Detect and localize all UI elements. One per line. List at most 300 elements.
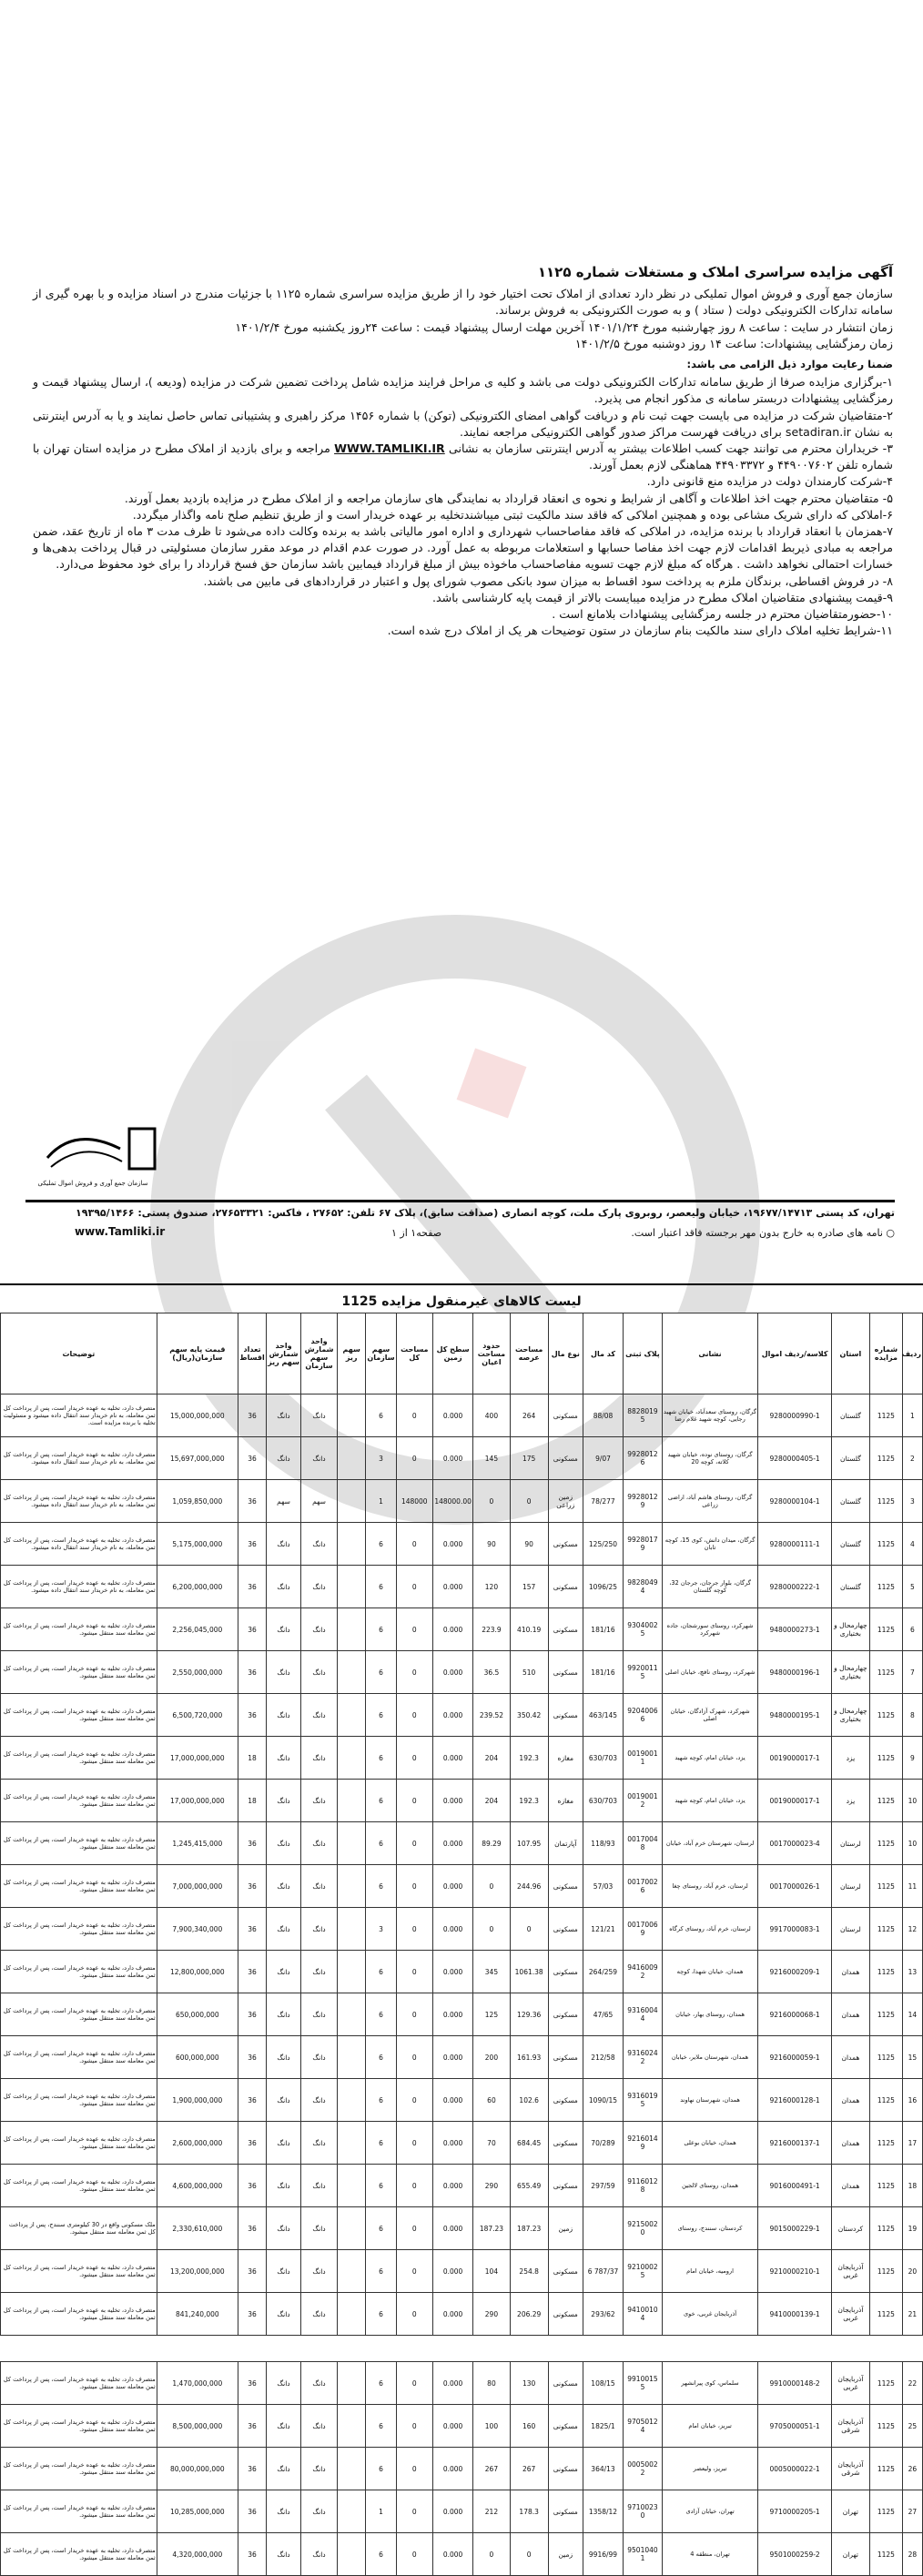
note-10: ۱۰-حضورمتقاضیان محترم در جلسه رمزگشایی پیشنهادات بلامانع است . — [552, 607, 893, 622]
cell-no: 27 — [902, 2490, 922, 2533]
cell-total: 0 — [396, 2405, 432, 2448]
cell-unit_small: دانگ — [267, 1865, 301, 1908]
cell-share_small — [338, 1608, 366, 1651]
cell-building: 120 — [473, 1566, 510, 1608]
note-8: ۸- در فروش اقساطی، برندگان ملزم به پرداخت سود اقساط به میزان سود بانکی مصوب شورای پول و اعتبار در قراردادهای فی مابین می باشند. — [203, 573, 893, 588]
cell-land: 0.000 — [432, 1437, 473, 1480]
cell-province: تهران — [831, 2533, 869, 2576]
cell-land: 0.000 — [432, 2362, 473, 2405]
cell-plate: 9928012 9 — [624, 1480, 662, 1523]
cell-area: 510 — [510, 1651, 548, 1694]
table-row — [1, 2207, 923, 2250]
cell-asset: 630/703 — [583, 1780, 624, 1822]
column-header: مساحت کل — [396, 1313, 432, 1394]
cell-area: 655.49 — [510, 2165, 548, 2207]
cell-total: 0 — [396, 1951, 432, 1993]
cell-no: 7 — [902, 1651, 922, 1694]
cell-price: 1,059,850,000 — [157, 1480, 238, 1523]
note-1: ۱-برگزاری مزایده صرفا از طریق سامانه تدارکات الکترونیکی دولت می باشد و کلیه ی مراحل فرایند مزایده شامل پرداخت تضمین شرکت در مزایده (ودیعه )، ارسال پیشنهاد قیمت و رمزگشایی پیشنهادات دربستر سامانه ی مذکور انجام می پذیرد. — [33, 375, 893, 406]
cell-unit_small: دانگ — [267, 1822, 301, 1865]
cell-type: مسکونی — [548, 1523, 583, 1566]
cell-auction: 1125 — [870, 2079, 903, 2122]
cell-land: 0.000 — [432, 1651, 473, 1694]
cell-asset: 293/62 — [583, 2293, 624, 2336]
note-3-text-a: ۳- خریداران محترم می توانند جهت کسب اطلاعات بیشتر به آدرس اینترنتی سازمان به نشانی — [448, 441, 893, 456]
cell-plate: 9928012 6 — [624, 1437, 662, 1480]
cell-no: 6 — [902, 1608, 922, 1651]
cell-asset: 125/250 — [583, 1523, 624, 1566]
cell-share: 6 — [366, 2448, 396, 2490]
cell-share_small — [338, 1651, 366, 1694]
cell-plate: 0005002 2 — [624, 2448, 662, 2490]
table-row — [1, 2250, 923, 2293]
cell-unit_small: دانگ — [267, 2079, 301, 2122]
cell-no: 5 — [902, 1566, 922, 1608]
cell-no: 11 — [902, 1865, 922, 1908]
logo-caption: سازمان جمع آوری و فروش اموال تملیکی — [37, 1180, 148, 1187]
cell-total: 0 — [396, 2293, 432, 2336]
cell-price: 2,330,610,000 — [157, 2207, 238, 2250]
cell-share: 6 — [366, 2207, 396, 2250]
cell-inst: 36 — [238, 1694, 266, 1737]
column-header: واحد شمارش سهم سازمان — [300, 1313, 337, 1394]
cell-share: 6 — [366, 2165, 396, 2207]
cell-share_small — [338, 1566, 366, 1608]
cell-desc: متصرف دارد، تخلیه به عهده خریدار است، پس از پرداخت کل ثمن معامله سند منتقل میشود. — [1, 2122, 157, 2165]
cell-building: 212 — [473, 2490, 510, 2533]
cell-building: 36.5 — [473, 1651, 510, 1694]
cell-building: 125 — [473, 1993, 510, 2036]
cell-share: 6 — [366, 2122, 396, 2165]
table-row — [1, 2036, 923, 2079]
column-header: نشانی — [662, 1313, 758, 1394]
cell-plate: 9710023 0 — [624, 2490, 662, 2533]
table-row — [1, 1908, 923, 1951]
cell-no: 15 — [902, 2036, 922, 2079]
cell-unit: دانگ — [300, 2207, 337, 2250]
cell-auction: 1125 — [870, 1566, 903, 1608]
cell-asset — [583, 2207, 624, 2250]
cell-building: 145 — [473, 1437, 510, 1480]
cell-code: 0019000017-1 — [758, 1737, 831, 1780]
cell-price: 4,320,000,000 — [157, 2533, 238, 2576]
cell-auction: 1125 — [870, 2036, 903, 2079]
cell-no: 16 — [902, 2079, 922, 2122]
table-row — [1, 2165, 923, 2207]
cell-total: 0 — [396, 1908, 432, 1951]
cell-price: 2,550,000,000 — [157, 1651, 238, 1694]
footer-divider — [25, 1200, 895, 1202]
cell-inst: 36 — [238, 2165, 266, 2207]
cell-asset: 9916/99 — [583, 2533, 624, 2576]
cell-asset: 264/259 — [583, 1951, 624, 1993]
cell-unit_small: دانگ — [267, 2250, 301, 2293]
note-3-text-b: مراجعه و برای بازدید از املاک مطرح در مزایده استان تهران با شماره تلفن ۴۴۹۰۰۷۶۰۲ و ۴۴۹۰۳۳۷۲ هماهنگی لازم بعمل آورند. — [33, 441, 893, 472]
cell-asset: 47/65 — [583, 1993, 624, 2036]
cell-building: 290 — [473, 2293, 510, 2336]
cell-land: 0.000 — [432, 1566, 473, 1608]
cell-unit: دانگ — [300, 2533, 337, 2576]
cell-address: تبریز، خیابان امام — [662, 2405, 758, 2448]
cell-no: 9 — [902, 1737, 922, 1780]
cell-desc: متصرف دارد، تخلیه به عهده خریدار است، پس از پرداخت کل ثمن معامله سند منتقل میشود. — [1, 2036, 157, 2079]
cell-share: 6 — [366, 2533, 396, 2576]
cell-province: یزد — [831, 1737, 869, 1780]
cell-building: 400 — [473, 1394, 510, 1437]
cell-land: 0.000 — [432, 2490, 473, 2533]
cell-asset: 364/13 — [583, 2448, 624, 2490]
cell-unit: دانگ — [300, 2448, 337, 2490]
cell-land: 0.000 — [432, 2250, 473, 2293]
cell-plate: 0019001 1 — [624, 1737, 662, 1780]
cell-share_small — [338, 2250, 366, 2293]
table-row — [1, 1993, 923, 2036]
cell-type: مسکونی — [548, 2079, 583, 2122]
cell-unit: دانگ — [300, 1566, 337, 1608]
cell-code: 9480000195-1 — [758, 1694, 831, 1737]
cell-share_small — [338, 2207, 366, 2250]
cell-address: شهرکرد، روستای سورشجان، جاده شهرکرد — [662, 1608, 758, 1651]
table-row — [1, 1651, 923, 1694]
cell-auction: 1125 — [870, 2490, 903, 2533]
cell-plate: 9215002 0 — [624, 2207, 662, 2250]
cell-type: مسکونی — [548, 2293, 583, 2336]
cell-desc: متصرف دارد، تخلیه به عهده خریدار است، پس از پرداخت کل ثمن معامله سند منتقل میشود. — [1, 1737, 157, 1780]
cell-province: یزد — [831, 1780, 869, 1822]
cell-share_small — [338, 2362, 366, 2405]
cell-building: 187.23 — [473, 2207, 510, 2250]
cell-auction: 1125 — [870, 2165, 903, 2207]
cell-plate: 0019001 2 — [624, 1780, 662, 1822]
cell-share_small — [338, 1780, 366, 1822]
cell-share: 6 — [366, 2362, 396, 2405]
cell-code: 0017000023-4 — [758, 1822, 831, 1865]
cell-province: گلستان — [831, 1523, 869, 1566]
cell-desc: متصرف دارد، تخلیه به عهده خریدار است، پس از پرداخت کل ثمن معامله سند منتقل میشود. — [1, 2362, 157, 2405]
note-7: ۷-همزمان با انعقاد قرارداد با برنده مزایده، در املاکی که فاقد مفاصاحساب شهرداری و اداره امور مالیاتی باشد به برنده وکالت داده می‌شود تا ظرف مدت ۳ ماه از تاریخ عقد، ضمن مراجعه به مبادی ذیربط اقدامات لازم جهت اخذ مفاصا حسابها و استعلامات مربوطه به عمل آورد. در صورت عدم اقدام در موعد مقرر سازمان مسئولیتی در قبال پرداخت بدهی‌ها و خسارات احتمالی نخواهد داشت . هرگاه که مبلغ لازم جهت تسویه مفاصاحساب ماخوذه بیش از مبلغ قرارداد فیمابین باشد سازمان حق فسخ قرارداد را برای خود محفوظ می‌دارد. — [33, 524, 893, 572]
cell-desc: متصرف دارد، تخلیه به عهده خریدار است، پس از پرداخت کل ثمن معامله سند منتقل میشود. — [1, 1780, 157, 1822]
cell-unit: دانگ — [300, 1993, 337, 2036]
cell-total: 0 — [396, 2250, 432, 2293]
cell-building: 200 — [473, 2036, 510, 2079]
cell-inst: 36 — [238, 1394, 266, 1437]
cell-land: 0.000 — [432, 1737, 473, 1780]
cell-total: 0 — [396, 1651, 432, 1694]
cell-share: 6 — [366, 1694, 396, 1737]
cell-inst: 36 — [238, 2448, 266, 2490]
cell-auction: 1125 — [870, 2533, 903, 2576]
cell-type: مغازه — [548, 1737, 583, 1780]
cell-inst: 36 — [238, 1951, 266, 1993]
cell-area: 1061.38 — [510, 1951, 548, 1993]
cell-province: آذربایجان غربی — [831, 2362, 869, 2405]
cell-auction: 1125 — [870, 1694, 903, 1737]
cell-area: 129.36 — [510, 1993, 548, 2036]
cell-inst: 36 — [238, 1437, 266, 1480]
cell-asset: 9/07 — [583, 1437, 624, 1480]
cell-land: 0.000 — [432, 1694, 473, 1737]
cell-type: مسکونی — [548, 1865, 583, 1908]
cell-unit_small: دانگ — [267, 2122, 301, 2165]
cell-area: 267 — [510, 2448, 548, 2490]
cell-unit: دانگ — [300, 1694, 337, 1737]
cell-inst: 36 — [238, 2293, 266, 2336]
cell-total: 0 — [396, 2079, 432, 2122]
table-row — [1, 1951, 923, 1993]
cell-unit: دانگ — [300, 2079, 337, 2122]
cell-desc: متصرف دارد، تخلیه به عهده خریدار است، پس از پرداخت کل ثمن معامله سند منتقل میشود. — [1, 1694, 157, 1737]
cell-auction: 1125 — [870, 1993, 903, 2036]
note-5: ۵- متقاضیان محترم جهت اخذ اطلاعات و آگاهی از شرایط و نحوه ی انعقاد قرارداد به نمایندگی های سازمان مراجعه و از املاک مطرح در مزایده بازدید بعمل آورند. — [124, 491, 893, 505]
cell-unit_small: دانگ — [267, 1523, 301, 1566]
cell-unit_small: دانگ — [267, 1951, 301, 1993]
cell-total: 0 — [396, 1822, 432, 1865]
announcement-dates-2: زمان رمزگشایی پیشنهادات: ساعت ۱۴ روز دوشنبه مورخ ۱۴۰۱/۲/۵ — [574, 336, 893, 350]
cell-province: آذربایجان غربی — [831, 2250, 869, 2293]
cell-inst: 36 — [238, 2405, 266, 2448]
column-header: پلاک ثبتی — [624, 1313, 662, 1394]
cell-no: 1 — [902, 1394, 922, 1437]
cell-unit: دانگ — [300, 2293, 337, 2336]
cell-code: 9280000111-1 — [758, 1523, 831, 1566]
cell-inst: 36 — [238, 2079, 266, 2122]
table-header-row — [1, 1313, 923, 1394]
cell-total: 0 — [396, 2165, 432, 2207]
cell-province: آذربایجان شرقی — [831, 2405, 869, 2448]
cell-price: 5,175,000,000 — [157, 1523, 238, 1566]
cell-share_small — [338, 2165, 366, 2207]
cell-desc: متصرف دارد، تخلیه به عهده خریدار است، پس از پرداخت کل ثمن معامله سند منتقل میشود. — [1, 2448, 157, 2490]
cell-price: 2,256,045,000 — [157, 1608, 238, 1651]
cell-auction: 1125 — [870, 1523, 903, 1566]
cell-area: 130 — [510, 2362, 548, 2405]
cell-unit_small: دانگ — [267, 1394, 301, 1437]
cell-province: همدان — [831, 2165, 869, 2207]
cell-share_small — [338, 1951, 366, 1993]
cell-building: 204 — [473, 1737, 510, 1780]
cell-no: 12 — [902, 1908, 922, 1951]
table-row — [1, 2533, 923, 2576]
column-header: نوع مال — [548, 1313, 583, 1394]
cell-province: همدان — [831, 1993, 869, 2036]
cell-asset: 212/58 — [583, 2036, 624, 2079]
cell-address: همدان، شهرستان نهاوند — [662, 2079, 758, 2122]
cell-area: 684.45 — [510, 2122, 548, 2165]
announcement-dates-1: زمان انتشار در سایت : ساعت ۸ روز چهارشنبه مورخ ۱۴۰۱/۱/۲۴ آخرین مهلت ارسال پیشنهاد قیمت : ساعت ۲۴روز یکشنبه مورخ ۱۴۰۱/۲/۴ — [235, 319, 893, 334]
announcement-body — [33, 264, 893, 639]
cell-inst: 36 — [238, 1523, 266, 1566]
cell-plate: 9316019 5 — [624, 2079, 662, 2122]
cell-share_small — [338, 1822, 366, 1865]
cell-address: گرگان، بلوار جرجان، جرجان 32، کوچه گلستان — [662, 1566, 758, 1608]
cell-type: مسکونی — [548, 1694, 583, 1737]
cell-code: 9480000196-1 — [758, 1651, 831, 1694]
cell-type: مسکونی — [548, 2405, 583, 2448]
cell-share_small — [338, 2122, 366, 2165]
column-header: شماره مزایده — [870, 1313, 903, 1394]
cell-total: 0 — [396, 2533, 432, 2576]
cell-unit: دانگ — [300, 1737, 337, 1780]
cell-unit_small: دانگ — [267, 2362, 301, 2405]
cell-building: 80 — [473, 2362, 510, 2405]
cell-unit: دانگ — [300, 2250, 337, 2293]
column-header: توضیحات — [1, 1313, 157, 1394]
cell-price: 7,000,000,000 — [157, 1865, 238, 1908]
cell-auction: 1125 — [870, 2405, 903, 2448]
cell-unit: دانگ — [300, 1651, 337, 1694]
cell-type: مسکونی — [548, 1437, 583, 1480]
announcement-page — [0, 0, 923, 1270]
cell-address: گرگان، روستای سعدآباد، خیابان شهید رجایی، کوچه شهید غلام رضا — [662, 1394, 758, 1437]
cell-no: 22 — [902, 2362, 922, 2405]
cell-address: تهران، خیابان آزادی — [662, 2490, 758, 2533]
cell-share: 1 — [366, 2490, 396, 2533]
cell-code: 0005000022-1 — [758, 2448, 831, 2490]
cell-unit_small: دانگ — [267, 1437, 301, 1480]
cell-price: 650,000,000 — [157, 1993, 238, 2036]
cell-area: 178.3 — [510, 2490, 548, 2533]
cell-unit: دانگ — [300, 2490, 337, 2533]
cell-price: 8,500,000,000 — [157, 2405, 238, 2448]
cell-type: مسکونی — [548, 2165, 583, 2207]
cell-plate: 9216014 9 — [624, 2122, 662, 2165]
cell-price: 1,470,000,000 — [157, 2362, 238, 2405]
cell-auction: 1125 — [870, 1480, 903, 1523]
cell-plate: 8828019 5 — [624, 1394, 662, 1437]
cell-price: 80,000,000,000 — [157, 2448, 238, 2490]
cell-price: 10,285,000,000 — [157, 2490, 238, 2533]
cell-inst: 36 — [238, 2122, 266, 2165]
cell-unit_small: دانگ — [267, 2207, 301, 2250]
cell-asset: 463/145 — [583, 1694, 624, 1737]
cell-plate: 9304002 5 — [624, 1608, 662, 1651]
cell-land: 0.000 — [432, 1608, 473, 1651]
cell-land: 0.000 — [432, 2293, 473, 2336]
cell-desc: متصرف دارد، تخلیه به عهده خریدار است، پس از پرداخت کل ثمن معامله سند منتقل میشود. — [1, 2293, 157, 2336]
cell-no: 4 — [902, 1523, 922, 1566]
cell-price: 7,900,340,000 — [157, 1908, 238, 1951]
notes-title: ضمنا رعایت موارد ذیل الزامی می باشد: — [686, 358, 893, 371]
cell-total: 0 — [396, 1437, 432, 1480]
cell-building: 204 — [473, 1780, 510, 1822]
cell-plate: 9116012 8 — [624, 2165, 662, 2207]
cell-type: مسکونی — [548, 2490, 583, 2533]
cell-total: 0 — [396, 2036, 432, 2079]
cell-province: همدان — [831, 2036, 869, 2079]
cell-province: آذربایجان شرقی — [831, 2448, 869, 2490]
cell-price: 12,800,000,000 — [157, 1951, 238, 1993]
cell-share_small — [338, 2490, 366, 2533]
cell-building: 0 — [473, 1908, 510, 1951]
cell-asset: 297/59 — [583, 2165, 624, 2207]
note-9: ۹-قیمت پیشنهادی متقاضیان املاک مطرح در مزایده میبایست بالاتر از قیمت پایه کارشناسی باشد. — [432, 590, 893, 604]
cell-code: 9501000259-2 — [758, 2533, 831, 2576]
cell-no: 10 — [902, 1822, 922, 1865]
cell-unit_small: دانگ — [267, 2036, 301, 2079]
cell-asset: 1358/12 — [583, 2490, 624, 2533]
cell-plate: 9501040 1 — [624, 2533, 662, 2576]
cell-inst: 36 — [238, 1908, 266, 1951]
cell-desc: متصرف دارد، تخلیه به عهده خریدار است، پس از پرداخت کل ثمن معامله سند منتقل میشود. — [1, 2533, 157, 2576]
cell-auction: 1125 — [870, 1951, 903, 1993]
cell-auction: 1125 — [870, 1608, 903, 1651]
cell-no: 10 — [902, 1780, 922, 1822]
cell-building: 345 — [473, 1951, 510, 1993]
table-row — [1, 1865, 923, 1908]
cell-province: چهارمحال و بختیاری — [831, 1694, 869, 1737]
table-row — [1, 2448, 923, 2490]
column-header: کلاسه/ردیف اموال — [758, 1313, 831, 1394]
cell-share: 6 — [366, 1523, 396, 1566]
cell-inst: 36 — [238, 1651, 266, 1694]
cell-auction: 1125 — [870, 2362, 903, 2405]
column-header: تعداد اقساط — [238, 1313, 266, 1394]
cell-asset: 1825/1 — [583, 2405, 624, 2448]
cell-asset: 787/37 6 — [583, 2250, 624, 2293]
cell-total: 0 — [396, 2362, 432, 2405]
cell-unit: دانگ — [300, 1822, 337, 1865]
cell-type: مسکونی — [548, 2250, 583, 2293]
cell-price: 13,200,000,000 — [157, 2250, 238, 2293]
cell-unit_small: دانگ — [267, 1694, 301, 1737]
cell-desc: متصرف دارد، تخلیه به عهده خریدار است، پس از پرداخت کل ثمن معامله سند منتقل میشود. — [1, 1908, 157, 1951]
announcement-title: آگهی مزایده سراسری املاک و مستغلات شماره ۱۱۲۵ — [537, 264, 893, 280]
table-row — [1, 1608, 923, 1651]
cell-area: 244.96 — [510, 1865, 548, 1908]
cell-province: آذربایجان غربی — [831, 2293, 869, 2336]
note-2: ۲-متقاضیان شرکت در مزایده می بایست جهت ثبت نام و دریافت گواهی امضای الکترونیکی (توکن) با شماره ۱۴۵۶ مرکز راهبری و پشتیبانی تماس حاصل نمایند و یا به آدرس اینترنتی به نشان setadiran.ir برای دریافت فهرست مراکز صدور گواهی الکترونیکی مراجعه نمایند. — [33, 408, 893, 439]
cell-address: گرگان، روستای هاشم آباد، اراضی زراعی — [662, 1480, 758, 1523]
cell-building: 290 — [473, 2165, 510, 2207]
cell-unit: دانگ — [300, 1523, 337, 1566]
column-header: واحد شمارش سهم ریز — [267, 1313, 301, 1394]
cell-inst: 18 — [238, 1737, 266, 1780]
cell-area: 175 — [510, 1437, 548, 1480]
footer-website-link[interactable]: www.Tamliki.ir — [75, 1225, 166, 1238]
cell-share_small — [338, 1908, 366, 1951]
cell-type: مسکونی — [548, 1951, 583, 1993]
cell-province: گلستان — [831, 1480, 869, 1523]
column-header: سهم ریز — [338, 1313, 366, 1394]
table-row — [1, 1480, 923, 1523]
cell-area: 0 — [510, 2533, 548, 2576]
cell-code: 9216000209-1 — [758, 1951, 831, 1993]
cell-price: 17,000,000,000 — [157, 1737, 238, 1780]
cell-plate: 9910015 5 — [624, 2362, 662, 2405]
cell-desc: متصرف دارد، تخلیه به عهده خریدار است، پس از پرداخت کل ثمن معامله سند منتقل میشود. — [1, 1608, 157, 1651]
cell-building: 90 — [473, 1523, 510, 1566]
cell-type: مسکونی — [548, 2448, 583, 2490]
cell-building: 70 — [473, 2122, 510, 2165]
cell-share: 6 — [366, 1651, 396, 1694]
cell-building: 104 — [473, 2250, 510, 2293]
cell-type: مسکونی — [548, 2362, 583, 2405]
cell-type: مسکونی — [548, 1651, 583, 1694]
table-body — [1, 1394, 923, 2576]
cell-address: گرگان، میدان دانش، کوی 15، کوچه تابان — [662, 1523, 758, 1566]
website-link[interactable]: WWW.TAMLIKI.IR — [334, 441, 445, 456]
footer-address: تهران، کد پستی ۱۹۶۷۷/۱۴۷۱۳، خیابان ولیعصر، روبروی پارک ملت، کوچه انصاری (صداقت سابق)، پلاک ۶۷ تلفن: ۲۷۶۵۲ ، فاکس: ۲۷۶۵۳۳۲۱، صندوق پستی: ۱۹۳۹۵/۱۴۶۶ — [76, 1207, 895, 1219]
cell-code: 9280000222-1 — [758, 1566, 831, 1608]
cell-auction: 1125 — [870, 2122, 903, 2165]
cell-asset: 630/703 — [583, 1737, 624, 1780]
cell-unit_small: دانگ — [267, 1651, 301, 1694]
cell-share: 6 — [366, 1822, 396, 1865]
cell-total: 0 — [396, 1394, 432, 1437]
cell-desc: متصرف دارد، تخلیه به عهده خریدار است، پس از پرداخت کل ثمن معامله سند منتقل میشود. — [1, 2250, 157, 2293]
cell-share_small — [338, 1865, 366, 1908]
cell-total: 0 — [396, 2448, 432, 2490]
